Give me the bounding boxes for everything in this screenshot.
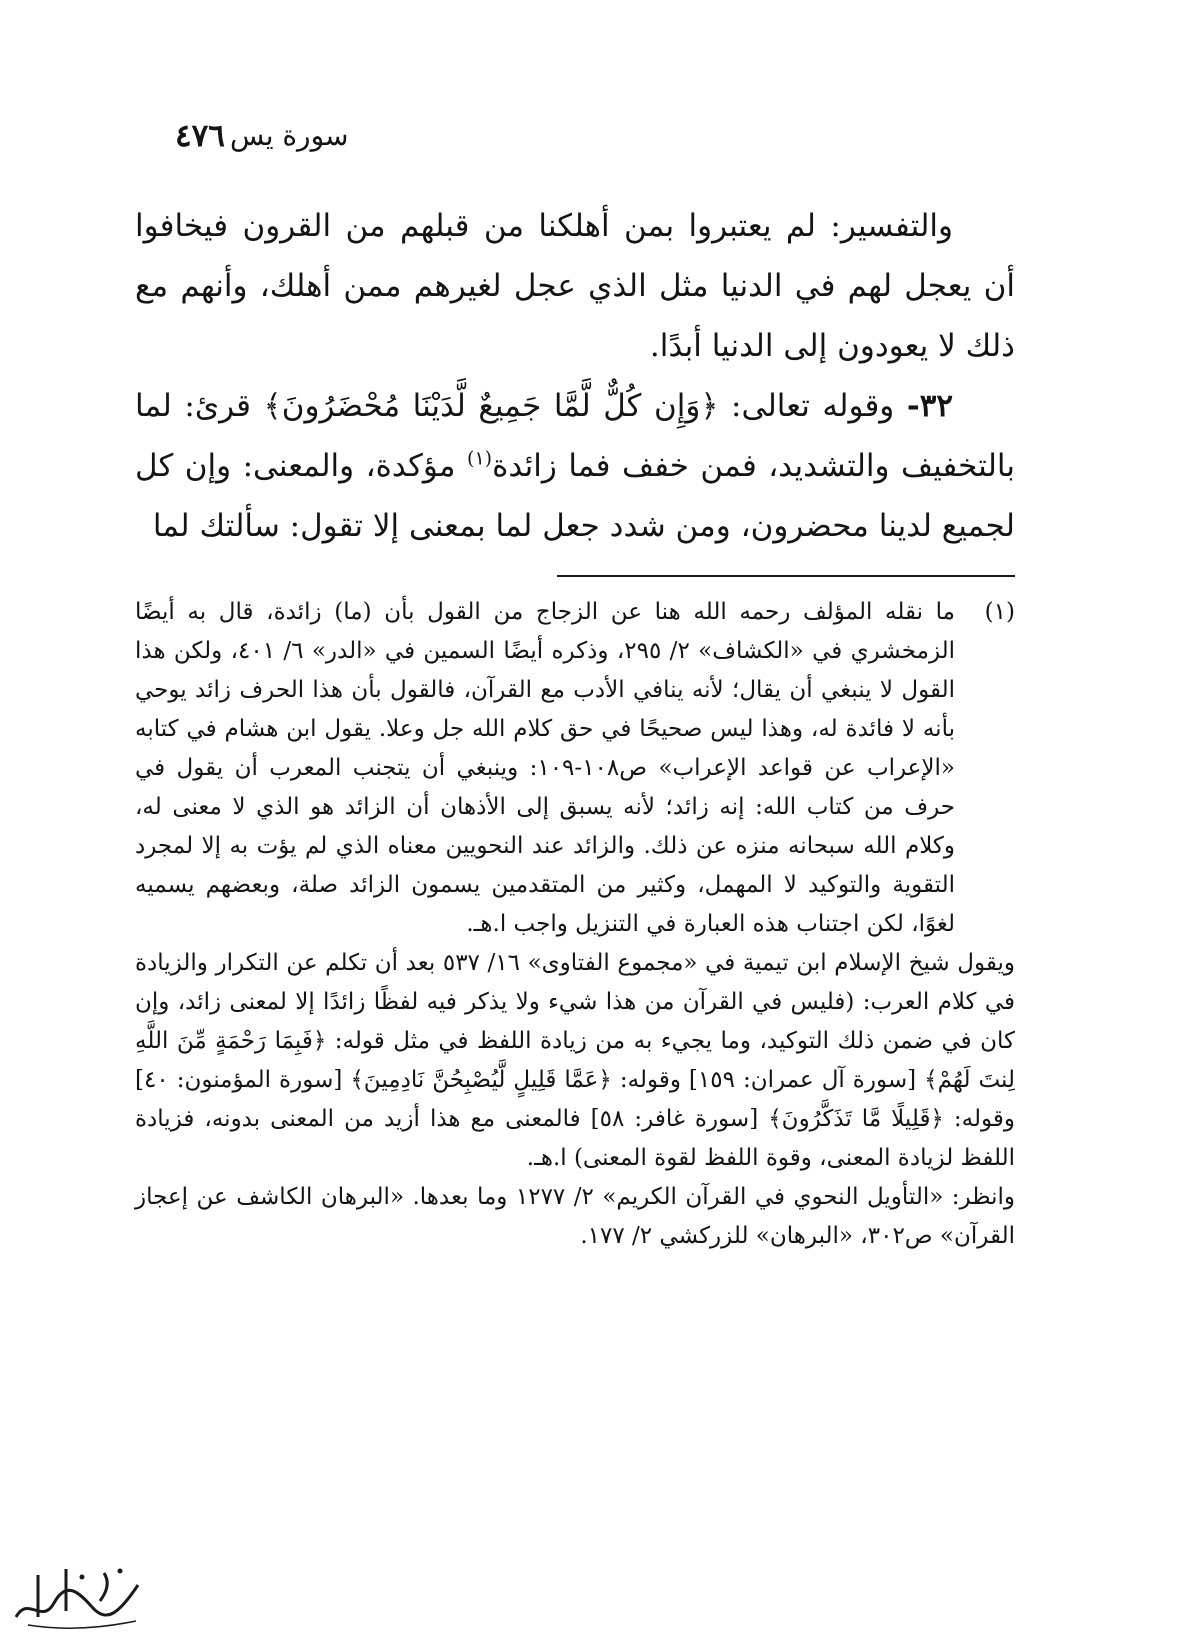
- verse-text: وقوله تعالى: ﴿وَإِن كُلٌّ لَّمَّا جَمِيعٌ لَّدَيْنَا مُحْضَرُونَ﴾ قرئ: لما بالتخفيف والتشديد، فمن خفف فما زائدة: [135, 388, 1015, 484]
- main-text: [135, 196, 1015, 556]
- tafsir-paragraph: والتفسير: لم يعتبروا بمن أهلكنا من قبلهم من القرون فيخافوا أن يعجل لهم في الدنيا مثل الذي عجل لغيرهم ممن أهلك، وأنهم مع ذلك لا يعودون إلى الدنيا أبدًا.: [135, 208, 1015, 364]
- footnote-paragraph-ibn-taymiyyah: ويقول شيخ الإسلام ابن تيمية في «مجموع الفتاوى» ١٦/ ٥٣٧ بعد أن تكلم عن التكرار والزيادة في كلام العرب: (فليس في القرآن من هذا شيء ولا يذكر فيه لفظًا زائدًا إلا لمعنى زائد، وإن كان في ضمن ذلك التوكيد، وما يجيء به من زيادة اللفظ في مثل قوله: ﴿فَبِمَا رَحْمَةٍ مِّنَ اللَّهِ لِنتَ لَهُمْ﴾ [سورة آل عمران: ١٥٩] وقوله: ﴿عَمَّا قَلِيلٍ لَّيُصْبِحُنَّ نَادِمِينَ﴾ [سورة المؤمنون: ٤٠] وقوله: ﴿قَلِيلًا مَّا تَذَكَّرُونَ﴾ [سورة غافر: ٥٨] فالمعنى مع هذا أزيد من المعنى بدونه، فزيادة اللفظ لزيادة المعنى، وقوة اللفظ لقوة المعنى) ا.هـ.: [135, 950, 1016, 1171]
- verse-text-continued: مؤكدة، والمعنى: وإن كل لجميع لدينا محضرون، ومن شدد جعل لما بمعنى إلا تقول: سألتك لما: [135, 448, 1015, 544]
- calligraphy-logo-icon: [8, 1555, 148, 1635]
- verse-paragraph: [135, 376, 1015, 556]
- footnote-body: ما نقله المؤلف رحمه الله هنا عن الزجاج من القول بأن (ما) زائدة، قال به أيضًا الزمخشري في «الكشاف» ٢/ ٢٩٥، وذكره أيضًا السمين في «الدر» ٦/ ٤٠١، ولكن هذا القول لا ينبغي أن يقال؛ لأنه ينافي الأدب مع القرآن، فالقول بأن هذا الحرف زائد يوحي بأنه لا فائدة له، وهذا ليس صحيحًا في حق كلام الله جل وعلا. يقول ابن هشام في كتابه «الإعراب عن قواعد الإعراب» ص١٠٨-١٠٩: وينبغي أن يتجنب المعرب أن يقول في حرف من كتاب الله: إنه زائد؛ لأنه يسبق إلى الأذهان أن الزائد هو الذي لا معنى له، وكلام الله سبحانه منزه عن ذلك. والزائد عند النحويين معناه الذي لم يؤت به إلا لمجرد التقوية والتوكيد لا المهمل، وكثير من المتقدمين يسمون الزائد صلة، وبعضهم يسميه لغوًا، لكن اجتناب هذه العبارة في التنزيل واجب ا.هـ.: [135, 599, 956, 937]
- running-title: سورة يس: [230, 119, 349, 152]
- page-number: ٤٧٦: [175, 118, 225, 154]
- footnotes: [135, 593, 1015, 1256]
- footnote-divider: [557, 575, 1015, 577]
- page-header: [0, 116, 1185, 156]
- footnote-paragraph-references: وانظر: «التأويل النحوي في القرآن الكريم» ٢/ ١٢٧٧ وما بعدها. «البرهان الكاشف عن إعجاز القرآن» ص٣٠٢، «البرهان» للزركشي ٢/ ١٧٧.: [135, 1184, 1015, 1249]
- verse-number: ٣٢-: [906, 388, 953, 424]
- footnote-1: [135, 593, 1015, 944]
- footnote-marker: (١): [984, 599, 1015, 625]
- footnote-reference[interactable]: (١): [467, 447, 493, 470]
